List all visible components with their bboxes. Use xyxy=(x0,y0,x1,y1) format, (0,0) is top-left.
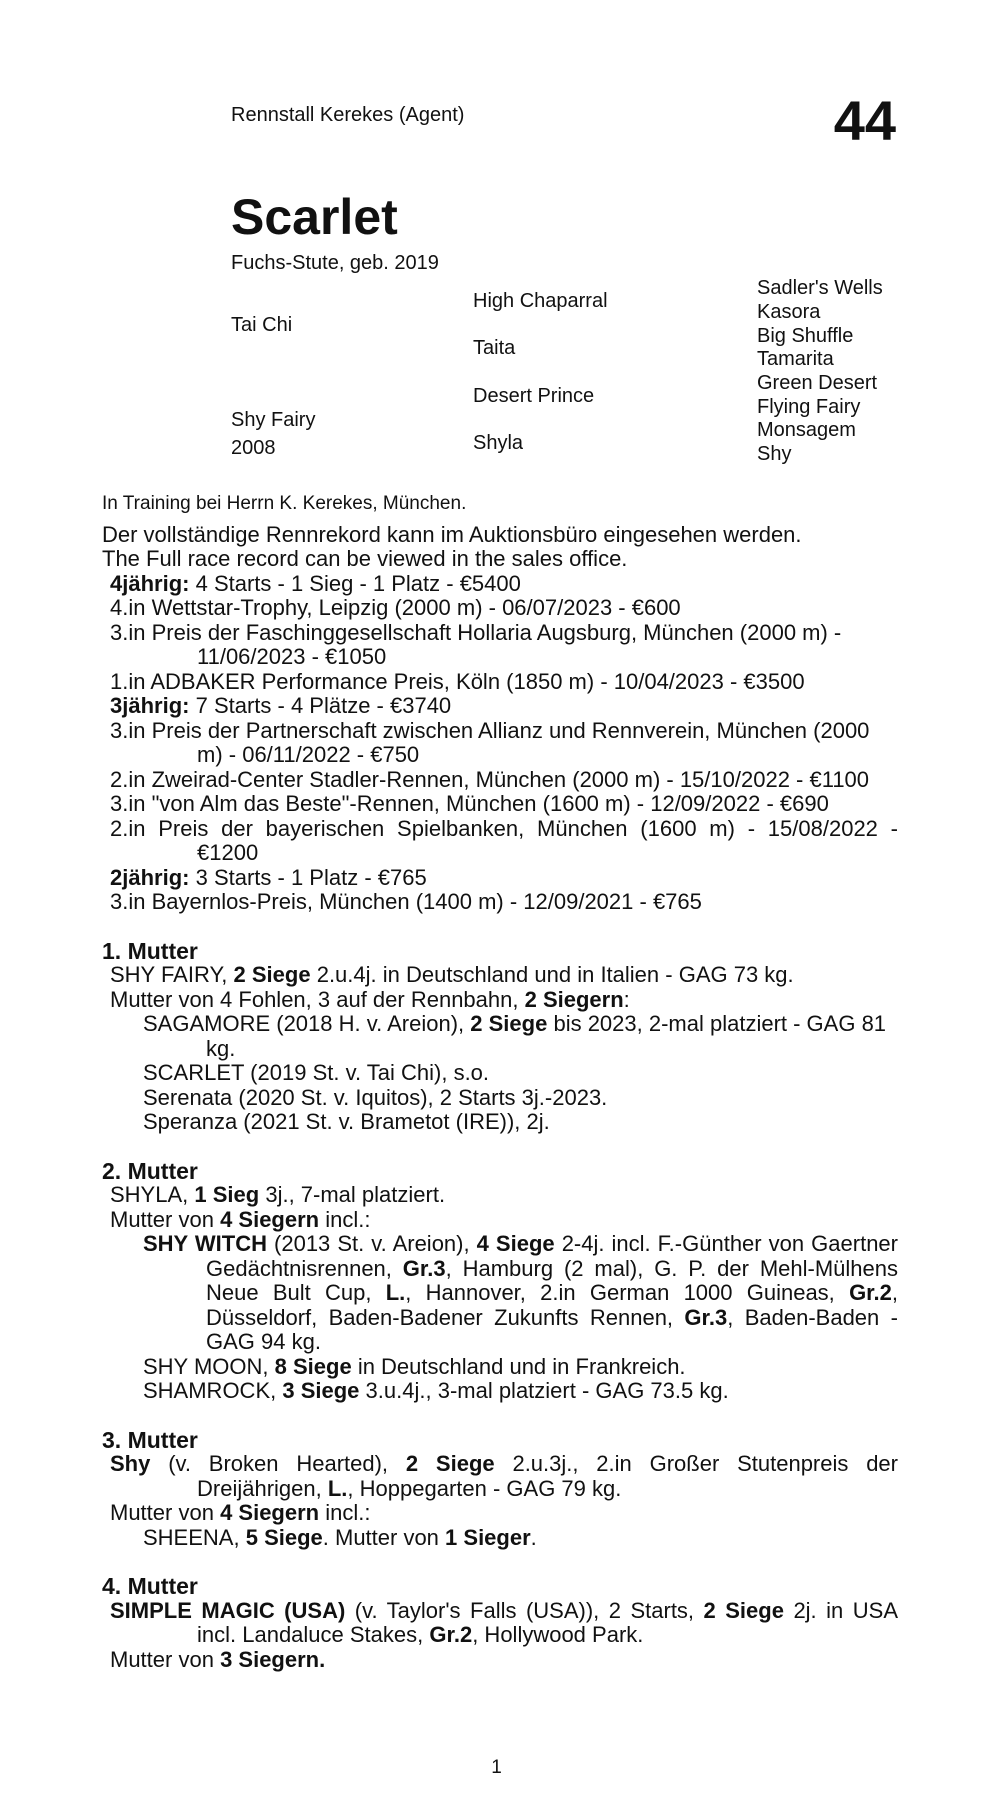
seller-name: Rennstall Kerekes (Agent) xyxy=(231,104,465,126)
dam1-offspring: Serenata (2020 St. v. Iquitos), 2 Starts 3j.-2023. xyxy=(143,1084,608,1110)
pedigree-great-grandparent: Kasora xyxy=(757,301,821,323)
record-4yo-summary: 4jährig: 4 Starts - 1 Sieg - 1 Platz - €5400 xyxy=(110,570,521,596)
pedigree-great-grandparent: Tamarita xyxy=(757,348,834,370)
dam1-offspring: Speranza (2021 St. v. Brametot (IRE)), 2j. xyxy=(143,1109,550,1134)
dam1-offspring: SAGAMORE (2018 H. v. Areion), 2 Siege bis 2023, 2-mal platziert - GAG 81 kg. xyxy=(143,1011,887,1061)
race-result: 3.in "von Alm das Beste"-Rennen, München (1600 m) - 12/09/2022 - €690 xyxy=(110,791,829,816)
page-number: 1 xyxy=(491,1757,502,1778)
dam1-record: SHY FAIRY, 2 Siege 2.u.4j. in Deutschland und in Italien - GAG 73 kg. xyxy=(110,962,794,987)
dam1-offspring: SCARLET (2019 St. v. Tai Chi), s.o. xyxy=(143,1060,490,1085)
pedigree-great-grandparent: Flying Fairy xyxy=(757,396,861,418)
pedigree-dam: Shy Fairy xyxy=(231,409,316,431)
record-2yo-summary: 2jährig: 3 Starts - 1 Platz - €765 xyxy=(110,864,427,890)
dam2-offspring: SHAMROCK, 3 Siege 3.u.4j., 3-mal platziert - GAG 73.5 kg. xyxy=(143,1378,729,1403)
dam3-offspring: SHEENA, 5 Siege. Mutter von 1 Sieger. xyxy=(143,1524,537,1550)
pedigree-grandparent: Desert Prince xyxy=(473,385,595,407)
dam2-produce: Mutter von 4 Siegern incl.: xyxy=(110,1206,371,1232)
pedigree-great-grandparent: Big Shuffle xyxy=(757,325,854,347)
race-result: 1.in ADBAKER Performance Preis, Köln (1850 m) - 10/04/2023 - €3500 xyxy=(110,668,805,694)
pedigree-dam-year: 2008 xyxy=(231,437,276,459)
pedigree-sire: Tai Chi xyxy=(231,314,293,336)
pedigree-grandparent: High Chaparral xyxy=(473,290,608,312)
dam2-offspring: SHY MOON, 8 Siege in Deutschland und in Frankreich. xyxy=(143,1353,686,1379)
race-result: 4.in Wettstar-Trophy, Leipzig (2000 m) - 06/07/2023 - €600 xyxy=(110,595,681,620)
dam1-heading: 1. Mutter xyxy=(102,937,198,964)
race-result: 2.in Zweirad-Center Stadler-Rennen, München (2000 m) - 15/10/2022 - €1100 xyxy=(110,766,870,792)
dam1-produce: Mutter von 4 Fohlen, 3 auf der Rennbahn, 2 Siegern: xyxy=(110,986,630,1012)
horse-description: Fuchs-Stute, geb. 2019 xyxy=(231,252,439,274)
race-result: 2.in Preis der bayerischen Spielbanken, München (1600 m) - 15/08/2022 - €1200 xyxy=(110,815,898,865)
race-result: 3.in Bayernlos-Preis, München (1400 m) - 12/09/2021 - €765 xyxy=(110,889,702,914)
lot-number: 44 xyxy=(833,89,896,152)
record-3yo-summary: 3jährig: 7 Starts - 4 Plätze - €3740 xyxy=(110,693,452,718)
horse-name: Scarlet xyxy=(231,189,398,245)
race-result: 3.in Preis der Partnerschaft zwischen Allianz und Rennverein, München (2000 m) - 06/11/2022 - €750 xyxy=(110,717,870,767)
training-note: In Training bei Herrn K. Kerekes, München. xyxy=(102,493,467,514)
pedigree-grandparent: Taita xyxy=(473,337,516,359)
dam3-heading: 3. Mutter xyxy=(102,1426,198,1453)
race-record-note-en: The Full race record can be viewed in the sales office. xyxy=(102,546,628,571)
dam4-record: SIMPLE MAGIC (USA) (v. Taylor's Falls (USA)), 2 Starts, 2 Siege 2j. in USA incl. Landaluce Stakes, Gr.2, Hollywood Park. xyxy=(110,1597,898,1647)
dam4-produce: Mutter von 3 Siegern. xyxy=(110,1646,326,1672)
race-result: 3.in Preis der Faschinggesellschaft Hollaria Augsburg, München (2000 m) - 11/06/2023 - €1050 xyxy=(110,619,842,669)
dam3-produce: Mutter von 4 Siegern incl.: xyxy=(110,1500,371,1525)
catalogue-body xyxy=(102,492,898,1672)
dam3-record: Shy (v. Broken Hearted), 2 Siege 2.u.3j., 2.in Großer Stutenpreis der Dreijährigen, L., Hoppegarten - GAG 79 kg. xyxy=(110,1451,898,1501)
pedigree-great-grandparent: Green Desert xyxy=(757,372,878,394)
pedigree-great-grandparent: Monsagem xyxy=(757,419,856,441)
pedigree-grandparent: Shyla xyxy=(473,432,524,454)
dam2-heading: 2. Mutter xyxy=(102,1157,198,1184)
pedigree-great-grandparent: Sadler's Wells xyxy=(757,277,883,299)
dam4-heading: 4. Mutter xyxy=(102,1573,198,1599)
dam2-record: SHYLA, 1 Sieg 3j., 7-mal platziert. xyxy=(110,1182,446,1207)
pedigree-great-grandparent: Shy xyxy=(757,443,792,465)
race-record-note-de: Der vollständige Rennrekord kann im Auktionsbüro eingesehen werden. xyxy=(102,521,802,547)
dam2-offspring: SHY WITCH (2013 St. v. Areion), 4 Siege 2-4j. incl. F.-Günther von Gaertner Gedächtnisrennen, Gr.3, Hamburg (2 mal), G. P. der Mehl-Mülhens Neue Bult Cup, L., Hannover, 2.in German 1000 Guineas, Gr.2, Düsseldorf, Baden-Badener Zukunfts Rennen, Gr.3, Baden-Baden - GAG 94 kg. xyxy=(143,1231,898,1354)
